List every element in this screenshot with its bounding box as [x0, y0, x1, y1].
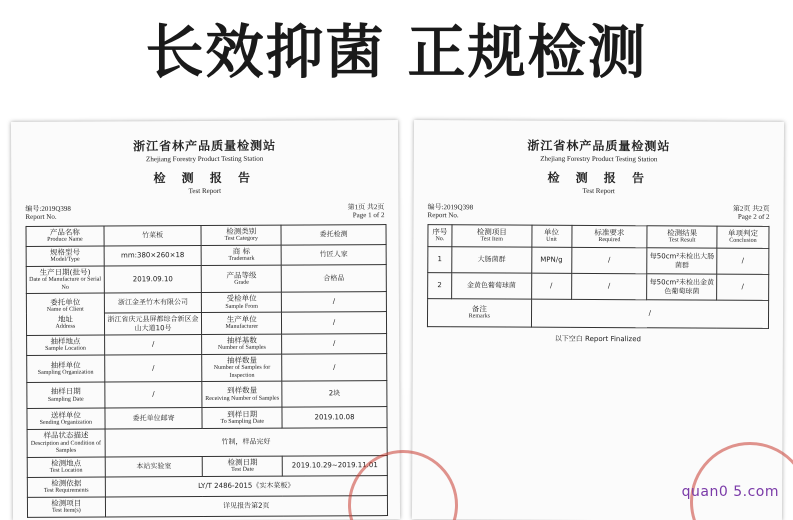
field-label: 到样数量 Receiving Number of Samples	[202, 381, 282, 407]
report-title-en: Test Report	[582, 186, 615, 196]
field-value: 本站实验室	[105, 456, 203, 477]
table-row	[428, 273, 769, 301]
field-value: LY/T 2486-2015《实木菜板》	[105, 475, 387, 496]
field-value: 委托检测	[281, 225, 386, 245]
field-value: /	[281, 292, 386, 312]
page-number-en: Page 2 of 2	[737, 212, 770, 221]
field-value: 竹匠人家	[281, 244, 386, 264]
report-no-en: Report No.	[25, 212, 57, 221]
report-no: 编号:2019Q398	[25, 204, 71, 213]
field-label: 检测地点 Test Location	[27, 457, 105, 477]
field-value: 2块	[282, 381, 387, 408]
field-value: 2019.09.10	[104, 265, 202, 293]
field-label: 商 标 Trademark	[202, 245, 282, 265]
field-label: 生产单位 Manufacturer	[202, 312, 282, 334]
remarks-value: /	[531, 299, 769, 328]
cell-no: 2	[428, 273, 452, 299]
cell-unit: /	[531, 273, 571, 299]
field-value: 2019.10.29~2019.11.01	[282, 455, 387, 476]
org-name-en: Zhejiang Forestry Product Testing Station	[540, 154, 658, 164]
field-value: /	[282, 312, 387, 335]
cell-conclusion: /	[717, 274, 769, 300]
cell-conclusion: /	[717, 248, 769, 274]
field-label: 抽样地点 Sample Location	[27, 335, 105, 355]
page-number-cn: 第1页 共2页	[347, 203, 385, 212]
report-meta	[428, 202, 770, 226]
field-label: 样品状态描述 Description and Condition of Samples	[27, 429, 105, 457]
report-title-cn: 检 测 报 告	[547, 170, 651, 186]
field-label: 产品名称 Produce Name	[26, 226, 104, 246]
org-name-cn: 浙江省林产品质量检测站	[133, 138, 277, 154]
field-label: 抽样单位 Sampling Organization	[27, 355, 105, 383]
headline	[0, 10, 793, 94]
test-results-table	[427, 224, 770, 329]
field-value: /	[282, 334, 387, 354]
page-number-en: Page 1 of 2	[352, 211, 385, 220]
column-header: 序号 No.	[428, 225, 452, 247]
cell-no: 1	[428, 247, 452, 273]
report-page-1	[11, 120, 400, 520]
report-info-table	[26, 224, 389, 518]
report-meta	[25, 202, 384, 226]
site-watermark: quan0 5.com	[681, 484, 779, 500]
column-header: 标准要求 Required	[571, 225, 647, 247]
field-label: 受检单位 Sample From	[202, 292, 282, 312]
field-label: 抽样基数 Number of Samples	[202, 334, 282, 354]
field-label: 规格型号 Model/Type	[26, 246, 104, 266]
org-name-en: Zhejiang Forestry Product Testing Station	[146, 154, 264, 164]
cell-result: 每50cm²未检出金黄色葡萄球菌	[647, 274, 717, 300]
field-value: /	[282, 353, 387, 381]
field-value: 详见报告第2页	[105, 495, 387, 516]
field-label: 产品等级 Grade	[202, 265, 282, 293]
column-header: 检测结果 Test Result	[647, 226, 717, 248]
headline-part1: 长效抑菌	[145, 18, 386, 86]
field-value: 合格品	[281, 264, 386, 292]
field-label: 抽样数量 Number of Samples for Inspection	[202, 354, 282, 382]
page-number-cn: 第2页 共2页	[732, 204, 770, 213]
headline-part2: 正规检测	[407, 18, 648, 86]
report-title-en: Test Report	[188, 186, 222, 196]
field-label: 委托单位 Name of Client 地址 Address	[26, 293, 104, 335]
field-value: 竹菜板	[104, 226, 202, 246]
remarks-row	[427, 299, 768, 329]
field-label: 生产日期(批号) Date of Manufacture or Serial No	[26, 266, 104, 294]
cell-item: 大肠菌群	[452, 247, 532, 273]
field-value: 委托单位邮寄	[105, 408, 203, 430]
field-value: 2019.10.08	[282, 407, 387, 429]
field-value: 浙江金圣竹木有限公司	[104, 293, 202, 313]
field-label: 检测依据 Test Requirements	[27, 477, 105, 497]
cell-unit: MPN/g	[531, 247, 571, 273]
table-row	[428, 247, 769, 275]
report-title-cn: 检 测 报 告	[153, 170, 257, 186]
cell-result: 每50cm²未检出大肠菌群	[647, 248, 717, 274]
report-no-en: Report No.	[427, 211, 459, 220]
field-label: 到样日期 To Sampling Date	[202, 407, 282, 428]
cell-required: /	[571, 247, 647, 273]
column-header: 单项判定 Conclusion	[717, 226, 769, 248]
field-value: 竹制，样品完好	[105, 428, 387, 457]
field-label: 送样单位 Sending Organization	[27, 408, 105, 429]
table-header-row	[428, 225, 769, 249]
field-label: 检测类别 Test Category	[201, 225, 281, 245]
cell-item: 金黄色葡萄球菌	[452, 273, 532, 299]
remarks-label: 备注 Remarks	[427, 299, 531, 328]
field-value: /	[104, 354, 202, 382]
field-label: 检测项目 Test Item(s)	[27, 497, 105, 517]
org-name-cn: 浙江省林产品质量检测站	[527, 138, 671, 154]
field-value: 浙江省庆元县屏都综合新区金山大道10号	[104, 313, 202, 336]
column-header: 单位 Unit	[531, 225, 571, 247]
field-value: /	[104, 382, 202, 409]
field-value: /	[104, 335, 202, 355]
field-value: mm:380×260×18	[104, 245, 202, 265]
report-finalized-note: 以下空白 Report Finalized	[554, 334, 642, 344]
field-label: 抽样日期 Sampling Date	[27, 382, 105, 408]
column-header: 检测项目 Test Item	[452, 225, 532, 247]
cell-required: /	[571, 273, 647, 299]
report-no: 编号:2019Q398	[427, 203, 474, 212]
field-label: 检测日期 Test Date	[203, 456, 283, 476]
